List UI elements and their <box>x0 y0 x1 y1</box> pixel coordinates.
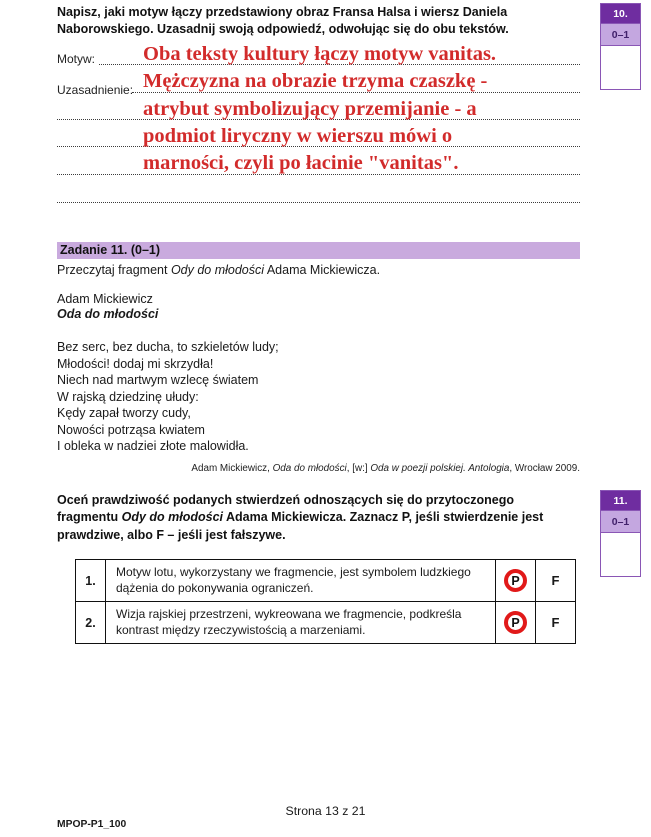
selected-answer-circle <box>504 611 527 634</box>
poem-author: Adam Mickiewicz <box>57 292 153 306</box>
intro-suffix: Adama Mickiewicza. <box>264 263 381 277</box>
statement-text: Wizja rajskiej przestrzeni, wykreowana we fragmencie, podkreśla kontrast między rzeczywistością a marzeniami. <box>106 602 496 644</box>
table-row <box>76 602 576 644</box>
citation-anthology-title: Oda w poezji polskiej. Antologia <box>370 463 510 474</box>
uzasadnienie-label: Uzasadnienie: <box>57 83 134 97</box>
citation-work-title: Oda do młodości <box>272 463 347 474</box>
handwritten-answer-line: atrybut symbolizujący przemijanie - a <box>143 97 477 120</box>
instruction-prefix: Oceń prawdziwość podanych stwierdzeń odnoszących się do przytoczonego fragmentu <box>57 493 515 525</box>
handwritten-answer-line: Mężczyzna na obrazie trzyma czaszkę - <box>143 70 488 93</box>
poem-line: Kędy zapał tworzy cudy, <box>57 406 191 420</box>
option-f[interactable] <box>536 560 576 602</box>
poem-line: W rajską dziedzinę ułudy: <box>57 389 199 404</box>
poem-citation <box>57 463 580 474</box>
score-box-points-range: 0–1 <box>601 24 640 46</box>
option-f-label: F <box>551 615 560 630</box>
handwritten-answer-line: Oba teksty kultury łączy motyw vanitas. <box>143 43 497 65</box>
score-box-empty-cell <box>601 533 640 576</box>
score-box-task-number: 11. <box>601 491 640 511</box>
poem-line: Niech nad martwym wzlecę światem <box>57 373 259 387</box>
instruction-work-title: Ody do młodości <box>121 510 223 525</box>
citation-part: Adam Mickiewicz, <box>191 463 273 474</box>
score-box-task11 <box>600 490 641 577</box>
citation-part: , [w:] <box>346 463 371 474</box>
option-p[interactable] <box>496 560 536 602</box>
score-box-empty-cell <box>601 46 640 89</box>
footer-form-code: MPOP-P1_100 <box>57 819 127 830</box>
row-number: 2. <box>76 602 106 644</box>
task11-header: Zadanie 11. (0–1) <box>57 242 580 259</box>
citation-part: , Wrocław 2009. <box>509 463 580 474</box>
task10-prompt: Napisz, jaki motyw łączy przedstawiony obraz Fransa Halsa i wiersz Daniela Naborowskiego. Uzasadnij swoją odpowiedź, odwołując się do obu tekstów. <box>57 5 509 36</box>
option-p[interactable] <box>496 602 536 644</box>
answer-line[interactable] <box>57 202 580 203</box>
score-box-task10 <box>600 3 641 90</box>
intro-work-title: Ody do młodości <box>170 263 265 277</box>
table-row <box>76 560 576 602</box>
option-f[interactable] <box>536 602 576 644</box>
handwritten-answer <box>143 41 496 177</box>
option-p-label: P <box>511 573 520 588</box>
score-box-task-number: 10. <box>601 4 640 24</box>
motyw-label: Motyw: <box>57 52 96 66</box>
poem-line: Bez serc, bez ducha, to szkieletów ludy; <box>57 340 279 354</box>
intro-prefix: Przeczytaj fragment <box>57 263 171 277</box>
instruction-suffix: Adama Mickiewicza. Zaznacz P, jeśli stwierdzenie jest prawdziwe, albo F – jeśli jest fałszywe. <box>57 510 544 542</box>
poem-line: I obleka w nadziei złote malowidła. <box>57 439 249 453</box>
selected-answer-circle <box>504 569 527 592</box>
task11-intro <box>57 262 580 279</box>
handwritten-answer-line: marności, czyli po łacinie "vanitas". <box>143 152 459 175</box>
statements-table <box>75 559 576 644</box>
poem-text <box>57 339 279 455</box>
poem-title: Oda do młodości <box>57 307 159 321</box>
option-f-label: F <box>551 573 560 588</box>
score-box-points-range: 0–1 <box>601 511 640 533</box>
task11-instruction <box>57 492 565 544</box>
poem-line: Nowości potrząsa kwiatem <box>57 422 205 437</box>
footer-page-number: Strona 13 z 21 <box>285 804 366 818</box>
statement-text: Motyw lotu, wykorzystany we fragmencie, jest symbolem ludzkiego dążenia do pokonywania ograniczeń. <box>106 560 496 602</box>
handwritten-answer-line: podmiot liryczny w wierszu mówi o <box>143 124 453 147</box>
option-p-label: P <box>511 615 520 630</box>
poem-line: Młodości! dodaj mi skrzydła! <box>57 356 214 371</box>
row-number: 1. <box>76 560 106 602</box>
